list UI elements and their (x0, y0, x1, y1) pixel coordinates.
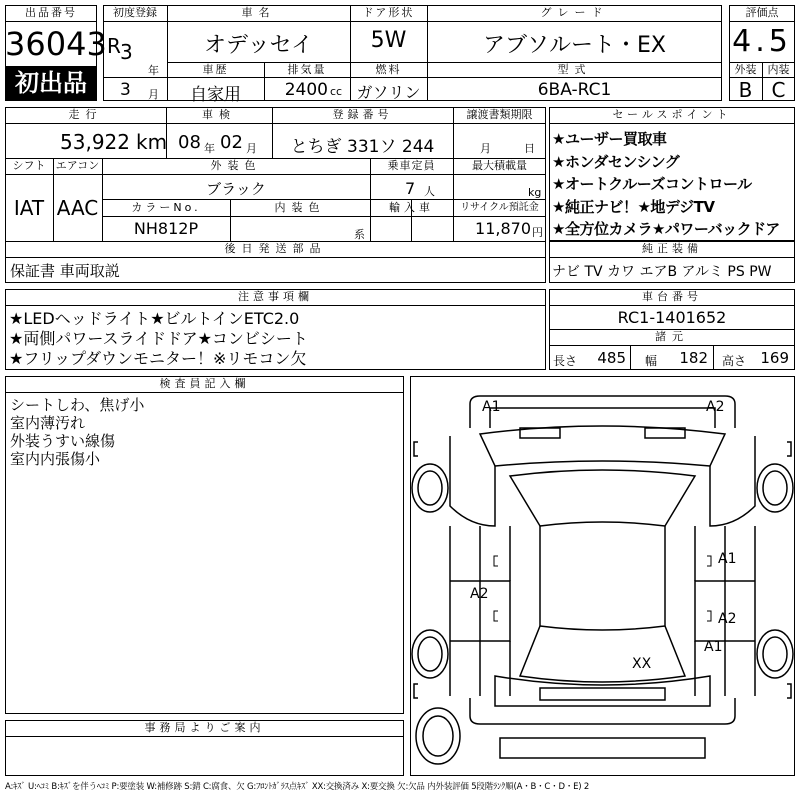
note-line: ★両側パワースライドドア★コンビシート (9, 329, 308, 348)
fuel-label: 燃料 (375, 63, 402, 76)
inspector-line: 室内薄汚れ (10, 414, 86, 432)
width: 182 (679, 349, 708, 367)
capacity: 7 (405, 179, 416, 198)
first-reg-month: 3 (120, 80, 131, 100)
recycle-label: リサイクル預託金 (460, 202, 539, 213)
transfer-day-unit: 日 (524, 142, 535, 155)
damage-mark-rear: XX (632, 656, 652, 672)
score-label: 評価点 (745, 6, 779, 19)
inspection-month: 02 (220, 132, 243, 153)
inspector-lines (10, 396, 144, 468)
damage-mark-rear-right: A1 (704, 639, 723, 655)
specs-label: 諸元 (655, 330, 689, 343)
sales-item: ★純正ナビ！★地デジTV (552, 197, 715, 216)
max-load-label: 最大積載量 (472, 159, 527, 172)
notes-lines (9, 309, 308, 369)
rear-bumper (470, 698, 735, 724)
lot-number: 36043 (5, 25, 107, 63)
inspector-label: 検査員記入欄 (159, 377, 250, 390)
equipment-value: ナビ TV カワ エアB アルミ PS PW (552, 264, 772, 280)
sales-item: ★オートクルーズコントロール (552, 175, 752, 193)
ext-color: ブラック (206, 180, 266, 198)
equipment-label: 純正装備 (642, 242, 702, 255)
later-parts: 保証書 車両取説 (10, 262, 120, 280)
interior-grade: C (771, 78, 786, 102)
model-label: 型式 (557, 63, 592, 76)
car-name: オデッセイ (204, 33, 313, 58)
int-color-label: 内装色 (274, 201, 326, 214)
km-unit: km (136, 130, 168, 154)
color-no-label: カラーNo. (131, 201, 201, 214)
air-conditioner: AAC (56, 196, 99, 220)
mileage-label: 走行 (68, 108, 103, 121)
interior-label: 内装 (767, 63, 790, 76)
recycle-fee: 11,870 (475, 219, 531, 238)
transfer-label: 譲渡書類期限 (466, 108, 533, 121)
damage-mark-left-door: A2 (470, 586, 489, 602)
front-bumper (470, 396, 735, 428)
sales-item: ★ユーザー買取車 (552, 130, 667, 148)
roof (540, 526, 665, 630)
mileage: 53,922 (60, 130, 130, 154)
damage-mark-right-rear-door: A2 (718, 611, 737, 627)
int-color-suffix: 系 (354, 228, 365, 241)
notes-label: 注意事項欄 (238, 290, 313, 303)
tailgate (495, 676, 710, 706)
office-label: 事務局よりご案内 (144, 721, 265, 734)
damage-mark-front-right: A2 (706, 399, 725, 415)
insp-year-unit: 年 (204, 142, 215, 155)
sales-list (552, 128, 797, 241)
year-unit: 年 (148, 64, 159, 77)
insp-month-unit: 月 (246, 142, 257, 155)
windshield (510, 470, 695, 526)
first-listing: 初出品 (15, 69, 87, 97)
panel-markers (494, 556, 711, 621)
color-no: NH812P (133, 219, 199, 238)
displacement: 2400 (284, 80, 328, 100)
exterior-grade: B (738, 78, 753, 102)
inspection-label: 車検 (202, 108, 236, 121)
door-type: 5W (370, 28, 407, 53)
hood (480, 426, 725, 466)
inspector-line: 室内内張傷小 (10, 450, 101, 468)
shift-label: シフト (12, 159, 46, 172)
sales-item: ★ホンダセンシング (552, 152, 680, 171)
inspection-year: 08 (178, 132, 201, 153)
grade: アブソルート・EX (483, 33, 666, 58)
era: R (107, 34, 121, 58)
capacity-label: 乗車定員 (387, 159, 436, 172)
height-label: 高さ (722, 354, 747, 368)
chassis-number: RC1-1401652 (617, 308, 727, 327)
month-unit: 月 (148, 88, 159, 101)
ext-color-label: 外装色 (210, 159, 262, 172)
door-label: ドア形状 (362, 6, 415, 19)
history: 自家用 (190, 85, 241, 105)
sales-item: ★全方位カメラ★パワーバックドア (552, 220, 780, 238)
history-label: 車歴 (202, 63, 229, 76)
first-reg-label: 初度登録 (113, 6, 157, 19)
inspector-line: シートしわ、焦げ小 (10, 396, 145, 414)
length-label: 長さ (553, 354, 578, 368)
model: 6BA-RC1 (537, 80, 612, 100)
plate-label: 登録番号 (332, 108, 393, 121)
plate-number: とちぎ 331ソ 244 (290, 137, 435, 157)
capacity-unit: 人 (424, 185, 435, 198)
fuel: ガソリン (356, 83, 421, 102)
transfer-month-unit: 月 (480, 142, 491, 155)
displacement-label: 排気量 (287, 63, 327, 76)
damage-mark-front-left: A1 (482, 399, 501, 415)
note-line: ★フリップダウンモニター！※リモコン欠 (9, 349, 307, 368)
height: 169 (760, 349, 789, 367)
note-line: ★LEDヘッドライト★ビルトインETC2.0 (9, 309, 300, 328)
ac-label: エアコン (55, 159, 100, 172)
width-label: 幅 (645, 354, 658, 368)
yen-unit: 円 (532, 226, 543, 239)
sales-label: セールスポイント (612, 108, 732, 121)
exterior-label: 外装 (734, 63, 757, 76)
score: 4.5 (732, 24, 792, 59)
inspector-line: 外装うすい線傷 (10, 432, 116, 450)
chassis-label: 車台番号 (642, 290, 702, 303)
length: 485 (597, 349, 626, 367)
car-name-label: 車名 (241, 6, 276, 19)
first-reg-year: 3 (120, 40, 133, 64)
car-diagram (410, 376, 795, 776)
later-parts-label: 後日発送部品 (224, 242, 327, 255)
kg-unit: kg (528, 186, 542, 199)
shift: IAT (13, 196, 45, 220)
rear-window (520, 626, 685, 682)
cc-unit: cc (330, 85, 343, 98)
import-label: 輸入車 (389, 201, 434, 214)
damage-mark-right-front-door: A1 (718, 551, 737, 567)
lot-label: 出品番号 (25, 6, 77, 19)
grade-label: グレード (540, 6, 609, 19)
legend: A:ｷｽﾞ U:ﾍｺﾐ B:ｷｽﾞを伴うﾍｺﾐ P:要塗装 W:補修跡 S:錆 C:腐食、欠 G:ﾌﾛﾝﾄｶﾞﾗｽ点ｷｽﾞ XX:交換済み X:要交換 欠:欠品 内外装評価 5段階ﾗﾝｸ順(A・B・C・D・E) 2 (5, 782, 590, 792)
